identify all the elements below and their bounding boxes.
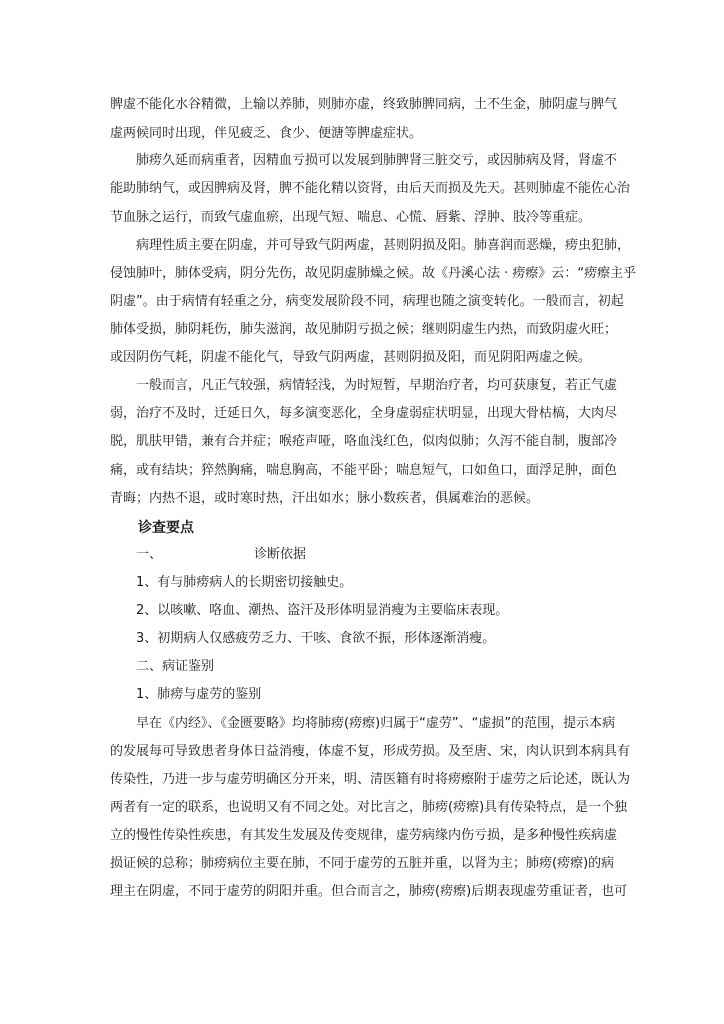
list-item: 2、以咳嗽、咯血、潮热、盗汗及形体明显消瘦为主要临床表现。 <box>136 603 509 618</box>
text-line: 能助肺纳气，或因脾病及肾，脾不能化精以资肾，由后天而损及先天。甚则肺虚不能佐心治 <box>110 181 631 196</box>
text-line: 肺体受损，肺阴耗伤，肺失滋润，故见肺阴亏损之候；继则阴虚生内热，而致阴虚火旺； <box>110 322 618 337</box>
text-line: 青晦；内热不退，或时寒时热，汗出如水；脉小数疾者，俱属难治的恶候。 <box>110 491 540 506</box>
text-line: 阴虚”。由于病情有轻重之分，病变发展阶段不同，病理也随之演变转化。一般而言，初起 <box>110 294 624 309</box>
text-line: 两者有一定的联系，也说明又有不同之处。对比言之，肺痨(痨瘵)具有传染特点，是一个独 <box>110 800 628 815</box>
text-line: 病理性质主要在阴虚，并可导致气阴两虚，甚则阴损及阳。肺喜润而恶燥，痨虫犯肺， <box>136 238 631 253</box>
text-line: 脾虚不能化水谷精微，上输以养肺，则肺亦虚，终致肺脾同病，土不生金，肺阴虚与脾气 <box>110 97 618 112</box>
subsection-title: 诊断依据 <box>254 547 307 562</box>
text-line: 侵蚀肺叶，肺体受病，阴分先伤，故见阴虚肺燥之候。故《丹溪心法 · 痨瘵》云：“痨瘵主乎 <box>110 266 637 281</box>
text-line: 或因阴伤气耗，阴虚不能化气，导致气阴两虚，甚则阴损及阳，而见阴阳两虚之候。 <box>110 350 592 365</box>
subsection-number: 一、 <box>136 547 163 562</box>
text-line: 痛，或有结块；猝然胸痛，喘息胸高，不能平卧；喘息短气，口如鱼口，面浮足肿，面色 <box>110 463 618 478</box>
text-line: 节血脉之运行，而致气虚血瘀，出现气短、喘息、心慌、唇紫、浮肿、肢冷等重症。 <box>110 210 592 225</box>
list-item: 3、初期病人仅感疲劳乏力、干咳、食欲不振，形体逐渐消瘦。 <box>136 631 496 646</box>
text-line: 理主在阴虚，不同于虚劳的阴阳并重。但合而言之，肺痨(痨瘵)后期表现虚劳重证者，也可 <box>110 884 628 899</box>
text-line: 早在《内经》、《金匮要略》均将肺痨(痨瘵)归属于“虚劳”、“虚损”的范围，提示本病 <box>136 716 616 731</box>
subsection-title: 1、肺痨与虚劳的鉴别 <box>136 687 262 702</box>
text-line: 传染性，乃进一步与虚劳明确区分开来，明、清医籍有时将痨瘵附于虚劳之后论述，既认为 <box>110 772 631 787</box>
text-line: 虚两候同时出现，伴见疲乏、食少、便溏等脾虚症状。 <box>110 126 423 141</box>
list-item: 1、有与肺痨病人的长期密切接触史。 <box>136 575 353 590</box>
section-heading: 诊查要点 <box>138 520 194 536</box>
text-line: 立的慢性传染性疾患，有其发生发展及传变规律，虚劳病缘内伤亏损，是多种慢性疾病虚 <box>110 828 618 843</box>
subsection-title: 二、病证鉴别 <box>136 659 215 674</box>
text-line: 弱，治疗不及时，迁延日久，每多演变恶化，全身虚弱症状明显，出现大骨枯槁，大肉尽 <box>110 406 618 421</box>
text-line: 肺痨久延而病重者，因精血亏损可以发展到肺脾肾三脏交亏，或因肺病及肾，肾虚不 <box>136 153 618 168</box>
text-line: 脱，肌肤甲错，兼有合并症；喉疮声哑，咯血浅红色，似肉似肺；久泻不能自制，腹部冷 <box>110 434 618 449</box>
text-line: 损证候的总称；肺痨病位主要在肺，不同于虚劳的五脏并重，以肾为主；肺痨(痨瘵)的病 <box>110 856 615 871</box>
text-line: 一般而言，凡正气较强，病情轻浅，为时短暂，早期治疗者，均可获康复，若正气虚 <box>136 378 618 393</box>
text-line: 的发展每可导致患者身体日益消瘦，体虚不复，形成劳损。及至唐、宋，肉认识到本病具有 <box>110 744 631 759</box>
